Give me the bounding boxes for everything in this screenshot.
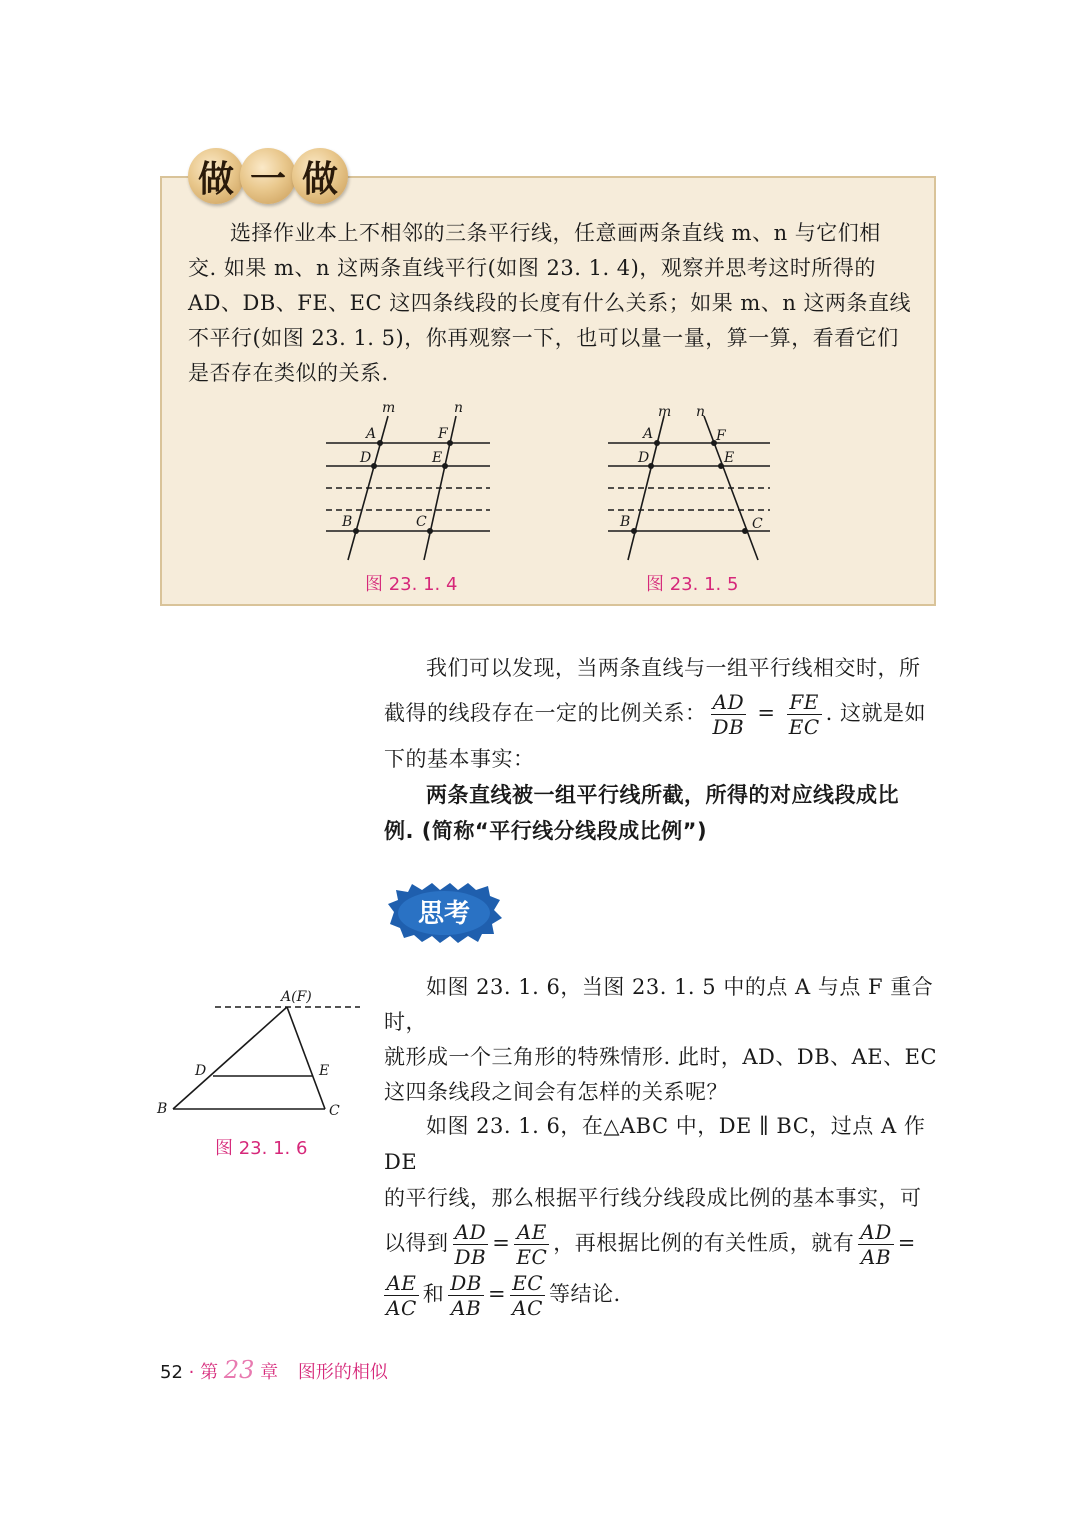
discovery-text — [384, 650, 944, 849]
label-D: D — [360, 450, 372, 466]
label-n: n — [696, 404, 706, 420]
explain-text-part: 以得到 — [384, 1231, 449, 1255]
explain-text-part: ，再根据比例的有关性质，就有 — [553, 1231, 855, 1255]
think-line: 如图 23. 1. 6，当图 23. 1. 5 中的点 A 与点 F 重合时， — [384, 975, 934, 1034]
numerator: AE — [514, 1222, 549, 1245]
fig-23-1-6-caption: 图 23. 1. 6 — [215, 1138, 308, 1159]
think-line: 就形成一个三角形的特殊情形. 此时，AD、DB、AE、EC — [384, 1045, 938, 1069]
explain-line-with-ratios — [384, 1273, 944, 1318]
page-footer — [160, 1356, 388, 1384]
label-C: C — [329, 1103, 340, 1119]
think-text — [384, 970, 944, 1110]
chapter-number: 23 — [223, 1356, 255, 1384]
discovery-text-part: 截得的线段存在一定的比例关系： — [384, 701, 707, 725]
label-A-F: A(F) — [281, 989, 312, 1005]
numerator: FE — [787, 692, 822, 715]
label-m: m — [382, 400, 396, 416]
fraction-fe-ec — [787, 692, 822, 737]
explain-line: 的平行线，那么根据平行线分线段成比例的基本事实，可 — [384, 1186, 922, 1210]
think-line: 这四条线段之间会有怎样的关系呢？ — [384, 1080, 728, 1104]
fact-line: 例. (简称“平行线分线段成比例”) — [384, 819, 708, 843]
discovery-text-part: . 这就是如 — [825, 701, 926, 725]
activity-text — [188, 216, 918, 391]
numerator: EC — [512, 1271, 543, 1295]
chapter-prefix: 第 — [200, 1362, 219, 1383]
chapter-title: 图形的相似 — [297, 1362, 388, 1383]
fig-23-1-4-caption: 图 23. 1. 4 — [365, 574, 458, 595]
equals-sign: = — [897, 1231, 916, 1255]
discovery-line: 下的基本事实： — [384, 747, 535, 771]
activity-line: 不平行(如图 23. 1. 5)，你再观察一下，也可以量一量，算一算，看看它们 — [188, 326, 899, 350]
numerator: AD — [711, 692, 747, 715]
fraction-ae-ac — [384, 1273, 419, 1318]
discovery-line: 我们可以发现，当两条直线与一组平行线相交时，所 — [426, 656, 921, 680]
denominator: AB — [451, 1296, 482, 1320]
fraction-ad-db — [711, 692, 747, 737]
label-A: A — [366, 426, 377, 442]
explain-text-part: 等结论. — [549, 1282, 621, 1306]
footer-dot: · — [188, 1362, 195, 1383]
figure-23-1-6 — [155, 985, 365, 1120]
activity-title-char-3: 做 — [292, 148, 348, 204]
label-E: E — [724, 450, 735, 466]
fraction-ad-ab — [858, 1222, 893, 1267]
think-badge-label: 思考 — [417, 899, 471, 929]
figure-23-1-5 — [600, 398, 780, 568]
label-F: F — [716, 428, 726, 444]
numerator: AE — [384, 1273, 419, 1296]
activity-line: 交. 如果 m、n 这两条直线平行(如图 23. 1. 4)，观察并思考这时所得的 — [188, 256, 876, 280]
activity-title-char-2: 一 — [240, 148, 296, 204]
explain-line-with-ratios — [384, 1222, 944, 1267]
label-E: E — [432, 450, 443, 466]
label-F: F — [438, 426, 448, 442]
activity-line: 选择作业本上不相邻的三条平行线，任意画两条直线 m、n 与它们相 — [230, 221, 881, 245]
label-B: B — [620, 514, 631, 530]
denominator: EC — [788, 715, 820, 739]
fraction-ec-ac — [510, 1273, 545, 1318]
denominator: AC — [512, 1296, 543, 1320]
page-number: 52 — [160, 1362, 183, 1383]
fraction-ad-db — [453, 1222, 489, 1267]
equals-sign: = — [757, 701, 776, 725]
equals-sign: = — [487, 1282, 507, 1306]
and-word: 和 — [422, 1282, 445, 1306]
denominator: AC — [386, 1296, 417, 1320]
numerator: AD — [453, 1222, 489, 1245]
explain-line: 如图 23. 1. 6，在△ABC 中，DE ∥ BC，过点 A 作 DE — [384, 1114, 926, 1174]
numerator: AD — [860, 1220, 892, 1244]
explain-text — [384, 1108, 944, 1318]
chapter-suffix: 章 — [260, 1362, 279, 1383]
activity-title-char-1: 做 — [188, 148, 244, 204]
denominator: DB — [454, 1245, 487, 1269]
denominator: DB — [712, 715, 745, 739]
label-D: D — [638, 450, 650, 466]
fraction-ae-ec — [514, 1222, 549, 1267]
label-n: n — [454, 400, 464, 416]
label-D: D — [195, 1063, 207, 1079]
figure-23-1-4 — [320, 398, 500, 568]
discovery-line-with-ratio — [384, 692, 944, 737]
label-B: B — [157, 1101, 168, 1117]
label-B: B — [342, 514, 353, 530]
denominator: EC — [516, 1245, 548, 1269]
label-C: C — [752, 516, 763, 532]
fig-23-1-5-caption: 图 23. 1. 5 — [646, 574, 739, 595]
think-badge — [384, 880, 504, 944]
label-m: m — [658, 404, 672, 420]
label-A: A — [643, 426, 654, 442]
equals-sign: = — [492, 1231, 511, 1255]
activity-line: 是否存在类似的关系. — [188, 361, 389, 385]
label-C: C — [416, 514, 427, 530]
activity-line: AD、DB、FE、EC 这四条线段的长度有什么关系；如果 m、n 这两条直线 — [188, 291, 912, 315]
fraction-db-ab — [448, 1273, 484, 1318]
denominator: AB — [860, 1245, 892, 1269]
numerator: DB — [450, 1271, 482, 1295]
fact-line: 两条直线被一组平行线所截，所得的对应线段成比 — [426, 783, 899, 807]
label-E: E — [319, 1063, 330, 1079]
